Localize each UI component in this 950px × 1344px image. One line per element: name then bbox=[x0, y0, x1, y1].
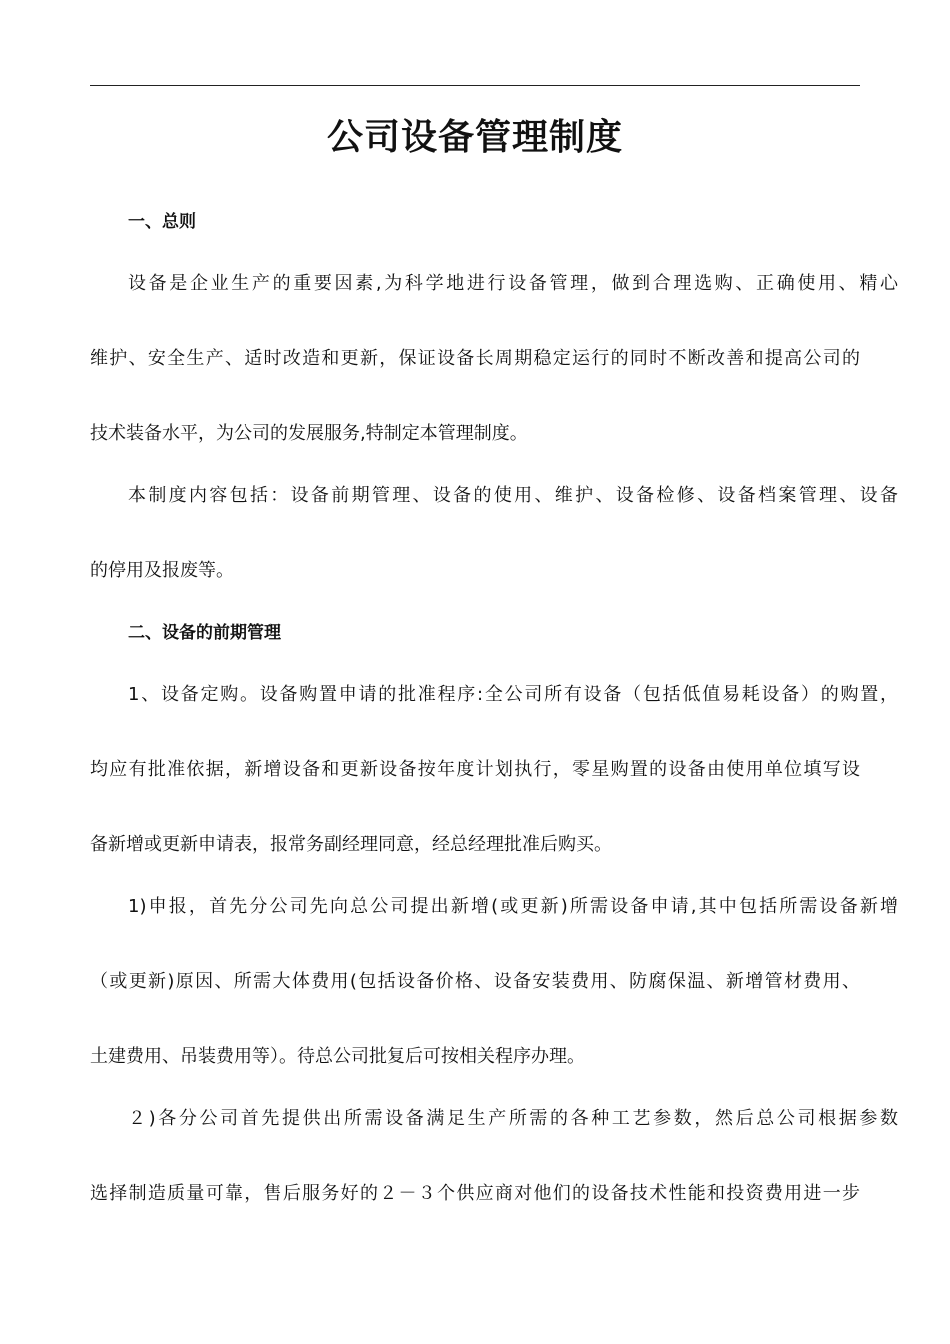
paragraph-line: 本制度内容包括：设备前期管理、设备的使用、维护、设备检修、设备档案管理、设备 bbox=[128, 485, 898, 506]
section-heading-preliminary: 二、设备的前期管理 bbox=[128, 623, 281, 643]
paragraph-line: 的停用及报废等。 bbox=[90, 560, 234, 581]
paragraph-line: 土建费用、吊装费用等）。待总公司批复后可按相关程序办理。 bbox=[90, 1046, 585, 1067]
header-rule bbox=[90, 85, 860, 86]
paragraph-line: 设备是企业生产的重要因素,为科学地进行设备管理，做到合理选购、正确使用、精心 bbox=[128, 273, 898, 294]
paragraph-line: 技术装备水平，为公司的发展服务,特制定本管理制度。 bbox=[90, 423, 528, 444]
paragraph-line: 选择制造质量可靠，售后服务好的２－３个供应商对他们的设备技术性能和投资费用进一步 bbox=[90, 1183, 860, 1204]
paragraph-line: 均应有批准依据，新增设备和更新设备按年度计划执行，零星购置的设备由使用单位填写设 bbox=[90, 759, 860, 780]
paragraph-line: ２)各分公司首先提供出所需设备满足生产所需的各种工艺参数，然后总公司根据参数 bbox=[128, 1108, 898, 1129]
paragraph-line: 1、设备定购。设备购置申请的批准程序:全公司所有设备（包括低值易耗设备）的购置， bbox=[128, 684, 898, 705]
paragraph-line: 1)申报，首先分公司先向总公司提出新增(或更新)所需设备申请,其中包括所需设备新增 bbox=[128, 896, 898, 917]
section-heading-general: 一、总则 bbox=[128, 212, 196, 232]
paragraph-line: 备新增或更新申请表，报常务副经理同意，经总经理批准后购买。 bbox=[90, 834, 612, 855]
document-title: 公司设备管理制度 bbox=[326, 117, 623, 158]
paragraph-line: 维护、安全生产、适时改造和更新，保证设备长周期稳定运行的同时不断改善和提高公司的 bbox=[90, 348, 860, 369]
paragraph-line: （或更新)原因、所需大体费用(包括设备价格、设备安装费用、防腐保温、新增管材费用、 bbox=[90, 971, 860, 992]
